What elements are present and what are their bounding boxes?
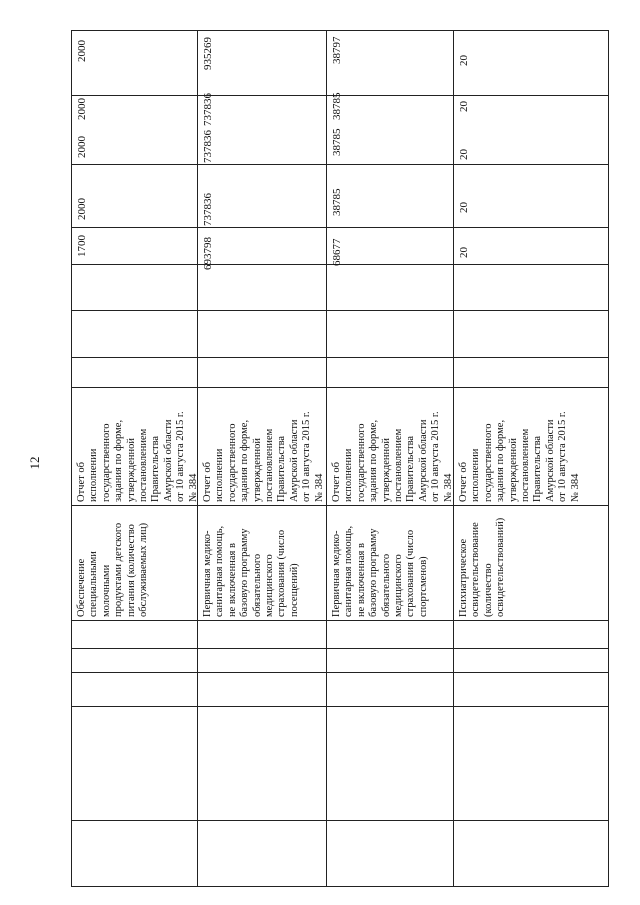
service-cell: Психиатрическое освидетельствование (количество освидетельствований) — [458, 517, 507, 617]
table-border-left — [71, 30, 72, 887]
column-divider — [71, 648, 609, 649]
column-divider — [71, 387, 609, 388]
row-divider — [326, 30, 327, 887]
service-cell: Обеспечение специальными молочными продуктами детского питания (количество обслуживаемых лиц) — [76, 522, 150, 617]
report-cell: Отчет об исполнении государственного задания по форме, утвержденной постановлением Правительства Амурской области от 10 августа 2015 г. № 384 — [331, 411, 454, 502]
value-cell: 20 — [458, 101, 470, 112]
year-header: 2000 — [76, 198, 88, 220]
column-divider — [71, 357, 609, 358]
column-divider — [71, 164, 609, 165]
service-cell: Первичная медико- санитарная помощь, не включенная в базовую программу обязательного медицинского страхования (число спортсменов) — [331, 525, 429, 617]
value-cell: 20 — [458, 149, 470, 160]
year-header: 2000 — [76, 98, 88, 120]
value-cell: 20 — [458, 55, 470, 66]
column-divider — [71, 227, 609, 228]
column-divider — [71, 672, 609, 673]
value-cell: 38785 — [331, 92, 343, 120]
table-border-bottom — [71, 886, 609, 887]
value-cell: 737836 — [202, 130, 214, 163]
value-cell: 38785 — [331, 128, 343, 156]
year-header: 2000 — [76, 40, 88, 62]
column-divider — [71, 620, 609, 621]
value-cell: 38785 — [331, 188, 343, 216]
report-cell: Отчет об исполнении государственного задания по форме, утвержденной постановлением Правительства Амурской области от 10 августа 2015 г. № 384 — [76, 411, 199, 502]
year-header: 2000 — [76, 136, 88, 158]
value-cell: 737836 — [202, 193, 214, 226]
value-cell: 935269 — [202, 37, 214, 70]
year-header: 1700 — [76, 235, 88, 257]
report-cell: Отчет об исполнении государственного задания по форме, утвержденной постановлением Правительства Амурской области от 10 августа 2015 г. № 384 — [202, 411, 325, 502]
value-cell: 68677 — [331, 238, 343, 266]
column-divider — [71, 30, 609, 31]
table-border-right — [608, 30, 609, 887]
value-cell: 737836 — [202, 93, 214, 126]
column-divider — [71, 820, 609, 821]
value-cell: 38797 — [331, 36, 343, 64]
service-cell: Первичная медико- санитарная помощь, не включенная в базовую программу обязательного медицинского страхования (число посещений) — [202, 525, 300, 617]
value-cell: 693798 — [202, 237, 214, 270]
column-divider — [71, 706, 609, 707]
page-number: 12 — [27, 456, 42, 470]
column-divider — [71, 310, 609, 311]
column-divider — [71, 505, 609, 506]
value-cell: 20 — [458, 202, 470, 213]
report-cell: Отчет об исполнении государственного задания по форме, утвержденной постановлением Правительства Амурской области от 10 августа 2015 г. № 384 — [458, 411, 581, 502]
value-cell: 20 — [458, 247, 470, 258]
